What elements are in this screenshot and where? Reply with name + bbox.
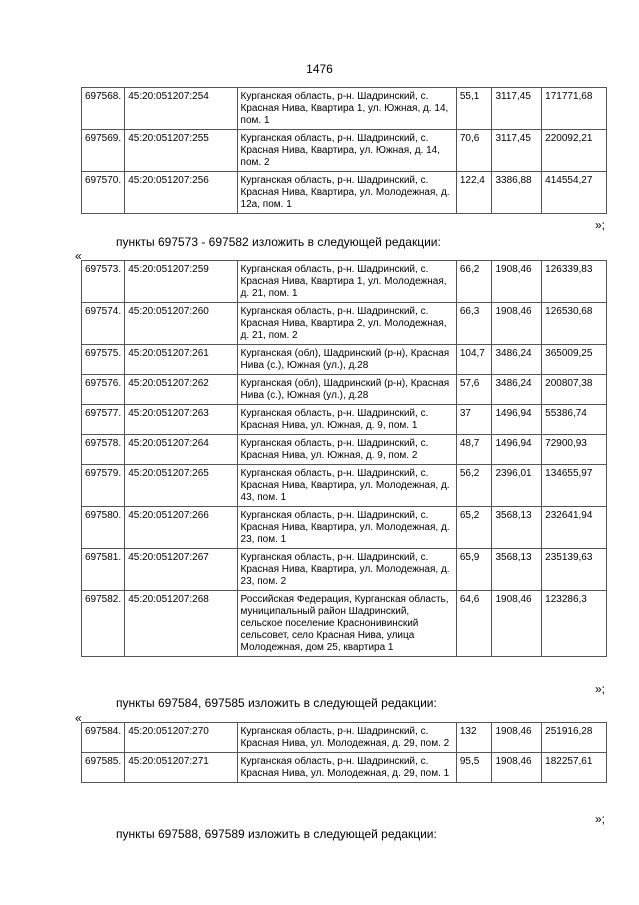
address-cell: Курганская область, р-н. Шадринский, с. Красная Нива, Квартира, ул. Южная, д. 14, пом. 2 <box>237 130 456 172</box>
area-cell: 57,6 <box>456 375 492 405</box>
cadastral-value-cell: 72900,93 <box>542 435 607 465</box>
area-cell: 56,2 <box>456 465 492 507</box>
item-number-cell: 697569. <box>82 130 125 172</box>
unit-price-cell: 1908,46 <box>492 591 542 657</box>
unit-price-cell: 3117,45 <box>492 88 542 130</box>
item-number-cell: 697585. <box>82 753 125 783</box>
unit-price-cell: 1496,94 <box>492 405 542 435</box>
cadastral-value-cell: 126339,83 <box>542 261 607 303</box>
area-cell: 104,7 <box>456 345 492 375</box>
address-cell: Курганская область, р-н. Шадринский, с. Красная Нива, Квартира, ул. Молодежная, д. 43, пом. 1 <box>237 465 456 507</box>
cadastral-value-cell: 182257,61 <box>542 753 607 783</box>
table-row <box>82 88 607 130</box>
table-row <box>82 465 607 507</box>
cadastral-number-cell: 45:20:051207:264 <box>125 435 237 465</box>
area-cell: 64,6 <box>456 591 492 657</box>
address-cell: Российская Федерация, Курганская область, муниципальный район Шадринский, сельское поселение Краснонивинский сельсовет, село Красная Нива, улица Молодежная, дом 25, квартира 1 <box>237 591 456 657</box>
cadastral-number-cell: 45:20:051207:261 <box>125 345 237 375</box>
unit-price-cell: 1908,46 <box>492 753 542 783</box>
cadastral-number-cell: 45:20:051207:262 <box>125 375 237 405</box>
area-cell: 65,9 <box>456 549 492 591</box>
unit-price-cell: 3568,13 <box>492 549 542 591</box>
unit-price-cell: 3568,13 <box>492 507 542 549</box>
opening-quote-1: « <box>75 249 82 263</box>
cadastral-value-cell: 414554,27 <box>542 172 607 214</box>
area-cell: 55,1 <box>456 88 492 130</box>
cadastral-number-cell: 45:20:051207:265 <box>125 465 237 507</box>
area-cell: 95,5 <box>456 753 492 783</box>
unit-price-cell: 3117,45 <box>492 130 542 172</box>
item-number-cell: 697575. <box>82 345 125 375</box>
page-number: 1476 <box>306 62 333 76</box>
area-cell: 37 <box>456 405 492 435</box>
address-cell: Курганская область, р-н. Шадринский, с. Красная Нива, ул. Молодежная, д. 29, пом. 1 <box>237 753 456 783</box>
register-table-2 <box>81 260 607 657</box>
unit-price-cell: 2396,01 <box>492 465 542 507</box>
table-row <box>82 723 607 753</box>
unit-price-cell: 3386,88 <box>492 172 542 214</box>
table-row <box>82 591 607 657</box>
address-cell: Курганская область, р-н. Шадринский, с. Красная Нива, ул. Южная, д. 9, пом. 2 <box>237 435 456 465</box>
address-cell: Курганская (обл), Шадринский (р-н), Красная Нива (с.), Южная (ул.), д.28 <box>237 345 456 375</box>
register-table-3 <box>81 722 607 783</box>
cadastral-value-cell: 126530,68 <box>542 303 607 345</box>
table-row <box>82 345 607 375</box>
address-cell: Курганская область, р-н. Шадринский, с. Красная Нива, ул. Молодежная, д. 29, пом. 2 <box>237 723 456 753</box>
cadastral-value-cell: 55386,74 <box>542 405 607 435</box>
cadastral-number-cell: 45:20:051207:270 <box>125 723 237 753</box>
cadastral-value-cell: 235139,63 <box>542 549 607 591</box>
register-table-1 <box>81 87 607 214</box>
cadastral-number-cell: 45:20:051207:254 <box>125 88 237 130</box>
table-row <box>82 549 607 591</box>
address-cell: Курганская область, р-н. Шадринский, с. Красная Нива, Квартира, ул. Молодежная, д. 12а, пом. 1 <box>237 172 456 214</box>
cadastral-number-cell: 45:20:051207:259 <box>125 261 237 303</box>
area-cell: 65,2 <box>456 507 492 549</box>
unit-price-cell: 1908,46 <box>492 303 542 345</box>
address-cell: Курганская (обл), Шадринский (р-н), Красная Нива (с.), Южная (ул.), д.28 <box>237 375 456 405</box>
address-cell: Курганская область, р-н. Шадринский, с. Красная Нива, Квартира 1, ул. Молодежная, д. 21, пом. 1 <box>237 261 456 303</box>
address-cell: Курганская область, р-н. Шадринский, с. Красная Нива, Квартира 2, ул. Молодежная, д. 21, пом. 2 <box>237 303 456 345</box>
item-number-cell: 697577. <box>82 405 125 435</box>
cadastral-value-cell: 171771,68 <box>542 88 607 130</box>
cadastral-value-cell: 251916,28 <box>542 723 607 753</box>
closing-quote-2: »; <box>595 682 606 696</box>
area-cell: 48,7 <box>456 435 492 465</box>
item-number-cell: 697580. <box>82 507 125 549</box>
unit-price-cell: 1908,46 <box>492 723 542 753</box>
item-number-cell: 697568. <box>82 88 125 130</box>
cadastral-number-cell: 45:20:051207:268 <box>125 591 237 657</box>
address-cell: Курганская область, р-н. Шадринский, с. Красная Нива, Квартира 1, ул. Южная, д. 14, пом. 1 <box>237 88 456 130</box>
opening-quote-2: « <box>75 711 82 725</box>
area-cell: 66,2 <box>456 261 492 303</box>
area-cell: 132 <box>456 723 492 753</box>
unit-price-cell: 1496,94 <box>492 435 542 465</box>
cadastral-value-cell: 123286,3 <box>542 591 607 657</box>
item-number-cell: 697581. <box>82 549 125 591</box>
unit-price-cell: 1908,46 <box>492 261 542 303</box>
cadastral-value-cell: 220092,21 <box>542 130 607 172</box>
address-cell: Курганская область, р-н. Шадринский, с. Красная Нива, Квартира, ул. Молодежная, д. 23, пом. 1 <box>237 507 456 549</box>
table-row <box>82 375 607 405</box>
table-row <box>82 507 607 549</box>
address-cell: Курганская область, р-н. Шадринский, с. Красная Нива, ул. Южная, д. 9, пом. 1 <box>237 405 456 435</box>
cadastral-number-cell: 45:20:051207:266 <box>125 507 237 549</box>
cadastral-number-cell: 45:20:051207:256 <box>125 172 237 214</box>
item-number-cell: 697570. <box>82 172 125 214</box>
table-row <box>82 172 607 214</box>
item-number-cell: 697578. <box>82 435 125 465</box>
item-number-cell: 697579. <box>82 465 125 507</box>
cadastral-number-cell: 45:20:051207:260 <box>125 303 237 345</box>
closing-quote-1: »; <box>595 218 606 232</box>
address-cell: Курганская область, р-н. Шадринский, с. Красная Нива, Квартира, ул. Молодежная, д. 23, пом. 2 <box>237 549 456 591</box>
cadastral-value-cell: 200807,38 <box>542 375 607 405</box>
item-number-cell: 697574. <box>82 303 125 345</box>
table-row <box>82 753 607 783</box>
item-number-cell: 697582. <box>82 591 125 657</box>
item-number-cell: 697573. <box>82 261 125 303</box>
table-row <box>82 435 607 465</box>
cadastral-number-cell: 45:20:051207:255 <box>125 130 237 172</box>
table-row <box>82 303 607 345</box>
table-row <box>82 405 607 435</box>
table-row <box>82 130 607 172</box>
unit-price-cell: 3486,24 <box>492 345 542 375</box>
unit-price-cell: 3486,24 <box>492 375 542 405</box>
cadastral-value-cell: 365009,25 <box>542 345 607 375</box>
closing-quote-3: »; <box>595 812 606 826</box>
cadastral-number-cell: 45:20:051207:267 <box>125 549 237 591</box>
area-cell: 66,3 <box>456 303 492 345</box>
cadastral-value-cell: 232641,94 <box>542 507 607 549</box>
instruction-text-1: пункты 697573 - 697582 изложить в следующей редакции: <box>116 235 441 249</box>
cadastral-number-cell: 45:20:051207:271 <box>125 753 237 783</box>
item-number-cell: 697576. <box>82 375 125 405</box>
item-number-cell: 697584. <box>82 723 125 753</box>
instruction-text-3: пункты 697588, 697589 изложить в следующей редакции: <box>116 827 437 841</box>
area-cell: 70,6 <box>456 130 492 172</box>
table-row <box>82 261 607 303</box>
cadastral-number-cell: 45:20:051207:263 <box>125 405 237 435</box>
area-cell: 122,4 <box>456 172 492 214</box>
cadastral-value-cell: 134655,97 <box>542 465 607 507</box>
instruction-text-2: пункты 697584, 697585 изложить в следующей редакции: <box>116 696 437 710</box>
